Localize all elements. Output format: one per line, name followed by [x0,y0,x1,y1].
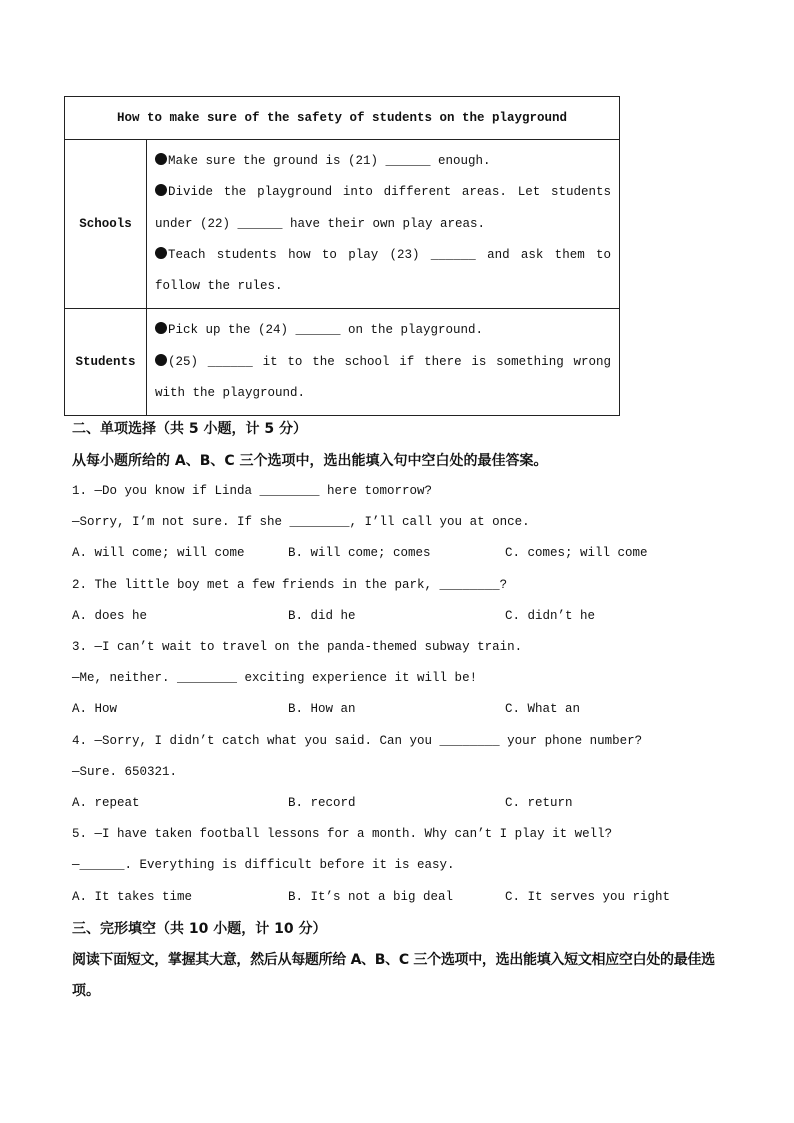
question-5-line-1: 5. —I have taken football lessons for a month. Why can’t I play it well? [72,827,613,841]
q5-option-b[interactable]: B. It’s not a big deal [288,890,454,904]
question-1-line-2: —Sorry, I’m not sure. If she ________, I’ll call you at once. [72,515,530,529]
question-1-line-1: 1. —Do you know if Linda ________ here tomorrow? [72,484,433,498]
question-5-line-2: —______. Everything is difficult before it is easy. [72,858,455,872]
q2-option-a[interactable]: A. does he [72,609,148,623]
q3-option-c[interactable]: C. What an [505,702,581,716]
section3-instruction-cont: 项。 [72,983,100,999]
question-2-line-1: 2. The little boy met a few friends in the park, ________? [72,578,508,592]
question-4-line-1: 4. —Sorry, I didn’t catch what you said. Can you ________ your phone number? [72,734,643,748]
students-cell [147,309,620,416]
q4-option-a[interactable]: A. repeat [72,796,140,810]
bullet-icon [155,247,167,259]
schools-item: Make sure the ground is (21) ______ enough. [155,146,611,177]
row-label-students: Students [65,309,147,416]
schools-item: Divide the playground into different areas. Let students under (22) ______ have their own play areas. [155,185,611,231]
q2-option-b[interactable]: B. did he [288,609,356,623]
q5-option-a[interactable]: A. It takes time [72,890,193,904]
safety-table [64,96,620,416]
q5-option-c[interactable]: C. It serves you right [505,890,671,904]
students-item: (25) ______ it to the school if there is something wrong with the playground. [155,354,611,401]
bullet-icon [155,153,167,165]
section2-heading: 二、单项选择（共 5 小题，计 5 分） [72,421,307,437]
q4-option-b[interactable]: B. record [288,796,356,810]
schools-item: Teach students how to play (23) ______ and ask them to follow the rules. [155,247,611,294]
bullet-icon [155,354,167,366]
q4-option-c[interactable]: C. return [505,796,573,810]
q1-option-b[interactable]: B. will come; comes [288,546,431,560]
q1-option-c[interactable]: C. comes; will come [505,546,648,560]
section3-heading: 三、完形填空（共 10 小题，计 10 分） [72,921,327,937]
schools-cell [147,140,620,309]
section3-instruction: 阅读下面短文，掌握其大意，然后从每题所给 A、B、C 三个选项中，选出能填入短文相应空白处的最佳选 [72,952,715,968]
q3-option-b[interactable]: B. How an [288,702,356,716]
q1-option-a[interactable]: A. will come; will come [72,546,245,560]
question-3-line-1: 3. —I can’t wait to travel on the panda-themed subway train. [72,640,523,654]
row-label-schools: Schools [65,140,147,309]
q3-option-a[interactable]: A. How [72,702,118,716]
section2-instruction: 从每小题所给的 A、B、C 三个选项中，选出能填入句中空白处的最佳答案。 [72,453,548,469]
question-4-line-2: —Sure. 650321. [72,765,178,779]
bullet-icon [155,322,167,334]
q2-option-c[interactable]: C. didn’t he [505,609,596,623]
students-item: Pick up the (24) ______ on the playground. [155,315,611,346]
question-3-line-2: —Me, neither. ________ exciting experience it will be! [72,671,478,685]
bullet-icon [155,184,167,196]
table-title: How to make sure of the safety of students on the playground [65,97,620,140]
